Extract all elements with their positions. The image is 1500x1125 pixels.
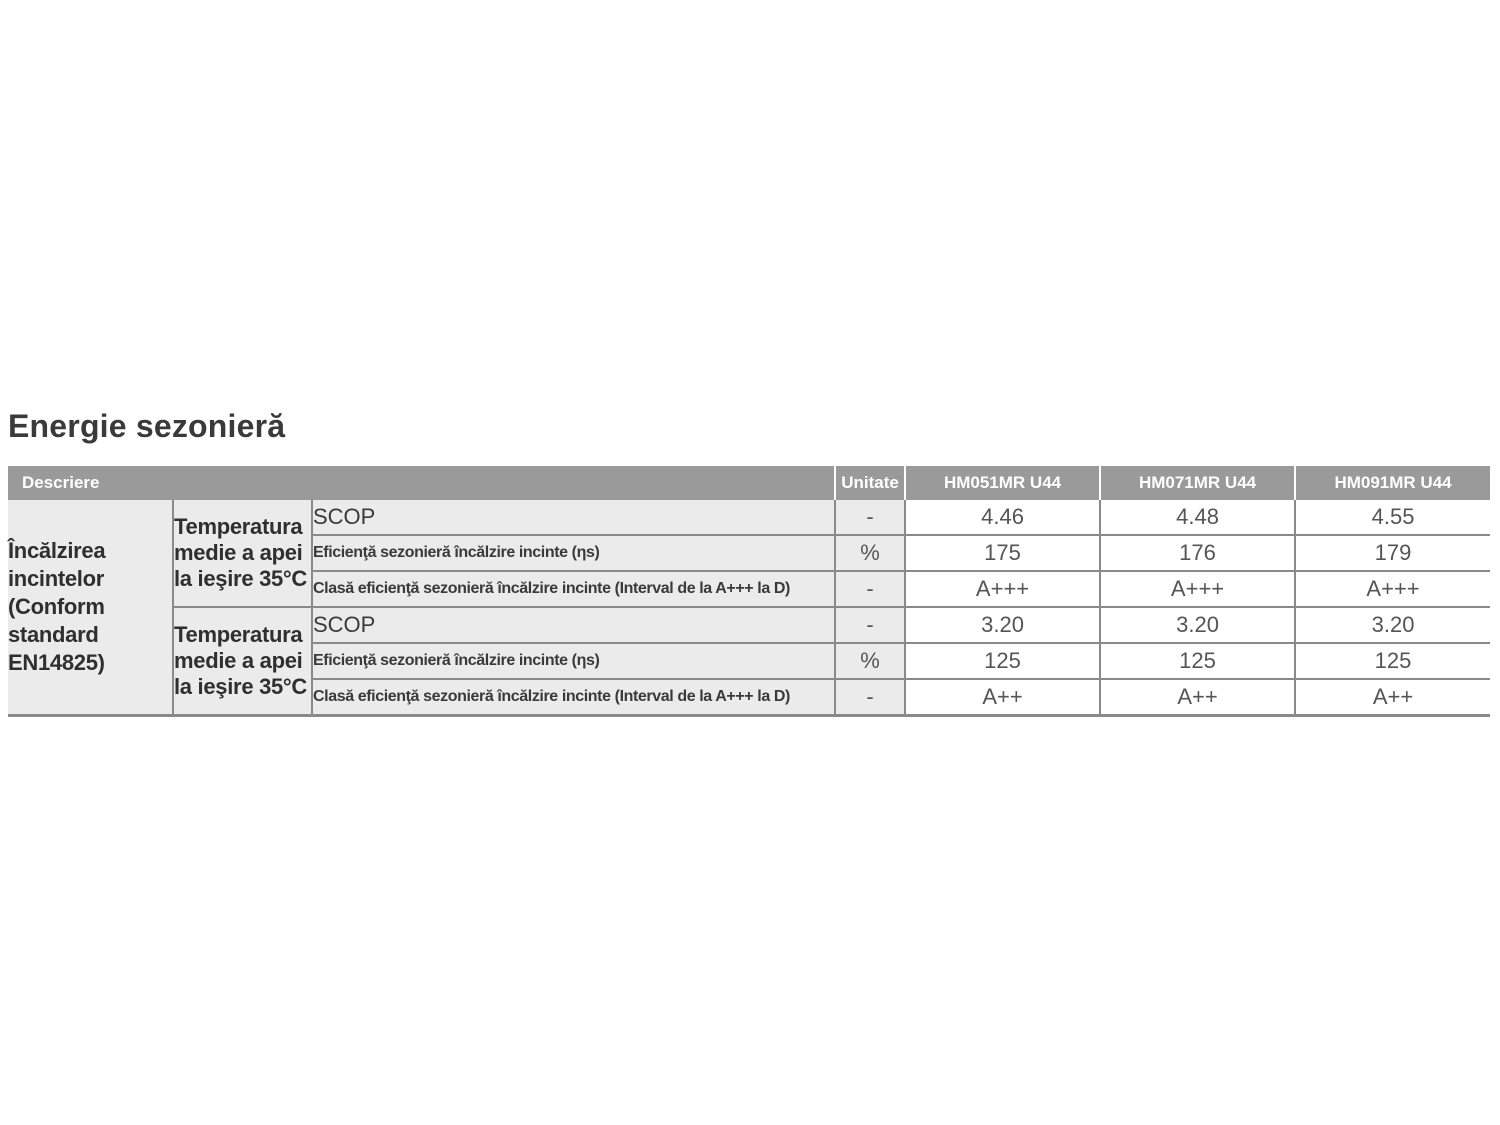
param-cell: Clasă eficienţă sezonieră încălzire incinte (Interval de la A+++ la D) bbox=[312, 679, 835, 716]
header-unit: Unitate bbox=[835, 466, 905, 500]
header-model-2: HM071MR U44 bbox=[1100, 466, 1295, 500]
param-cell: SCOP bbox=[312, 607, 835, 643]
value-cell: 4.48 bbox=[1100, 500, 1295, 535]
value-cell: 125 bbox=[1295, 643, 1490, 679]
unit-cell: % bbox=[835, 643, 905, 679]
page-title: Energie sezonieră bbox=[8, 408, 286, 444]
value-cell: 125 bbox=[1100, 643, 1295, 679]
table-row bbox=[8, 607, 1490, 643]
header-model-3: HM091MR U44 bbox=[1295, 466, 1490, 500]
value-cell: A+++ bbox=[1100, 571, 1295, 607]
table-header-row bbox=[8, 466, 1490, 500]
value-cell: 176 bbox=[1100, 535, 1295, 571]
param-cell: Eficienţă sezonieră încălzire incinte (ηs) bbox=[312, 535, 835, 571]
unit-cell: % bbox=[835, 535, 905, 571]
condition-cell-1: Temperatura medie a apei la ieşire 35°C bbox=[173, 500, 312, 607]
unit-cell: - bbox=[835, 571, 905, 607]
value-cell: A+++ bbox=[1295, 571, 1490, 607]
param-cell: Clasă eficienţă sezonieră încălzire incinte (Interval de la A+++ la D) bbox=[312, 571, 835, 607]
param-cell: SCOP bbox=[312, 500, 835, 535]
header-description: Descriere bbox=[8, 466, 835, 500]
value-cell: A++ bbox=[905, 679, 1100, 716]
condition-cell-2: Temperatura medie a apei la ieşire 35°C bbox=[173, 607, 312, 716]
unit-cell: - bbox=[835, 679, 905, 716]
seasonal-energy-table bbox=[8, 466, 1490, 717]
value-cell: 125 bbox=[905, 643, 1100, 679]
value-cell: A++ bbox=[1100, 679, 1295, 716]
unit-cell: - bbox=[835, 500, 905, 535]
unit-cell: - bbox=[835, 607, 905, 643]
param-cell: Eficienţă sezonieră încălzire incinte (ηs) bbox=[312, 643, 835, 679]
value-cell: A++ bbox=[1295, 679, 1490, 716]
value-cell: 3.20 bbox=[1295, 607, 1490, 643]
category-cell: Încălzirea incintelor (Conform standard EN14825) bbox=[8, 500, 173, 716]
header-model-1: HM051MR U44 bbox=[905, 466, 1100, 500]
value-cell: 3.20 bbox=[905, 607, 1100, 643]
value-cell: 4.46 bbox=[905, 500, 1100, 535]
value-cell: 4.55 bbox=[1295, 500, 1490, 535]
value-cell: 179 bbox=[1295, 535, 1490, 571]
table-row bbox=[8, 500, 1490, 535]
value-cell: 175 bbox=[905, 535, 1100, 571]
value-cell: A+++ bbox=[905, 571, 1100, 607]
value-cell: 3.20 bbox=[1100, 607, 1295, 643]
